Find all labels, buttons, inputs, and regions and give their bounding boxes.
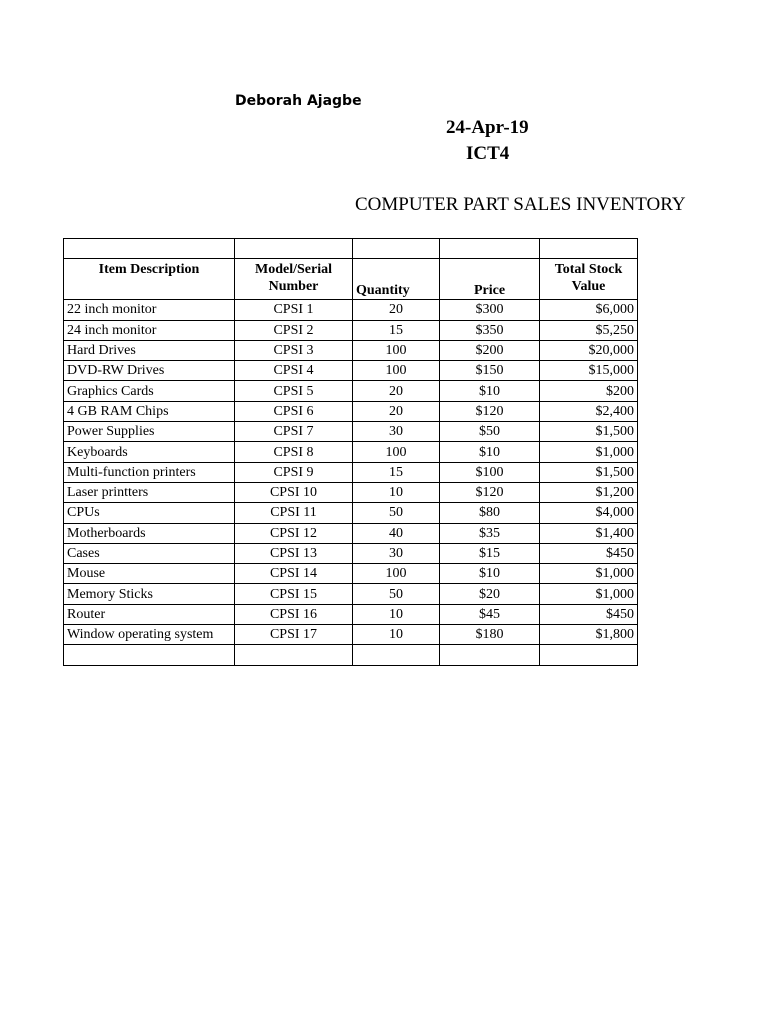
cell-price[interactable]: $50	[440, 422, 540, 442]
cell-item-description[interactable]: Mouse	[64, 564, 235, 584]
cell-total-stock-value[interactable]: $200	[540, 381, 638, 401]
cell-quantity[interactable]: 100	[353, 361, 440, 381]
cell-quantity[interactable]: 15	[353, 320, 440, 340]
empty-cell[interactable]	[64, 645, 235, 665]
cell-model-serial[interactable]: CPSI 15	[235, 584, 353, 604]
cell-item-description[interactable]: Router	[64, 604, 235, 624]
cell-price[interactable]: $80	[440, 503, 540, 523]
cell-price[interactable]: $35	[440, 523, 540, 543]
sheet-title-container	[355, 194, 686, 220]
table-row	[64, 625, 638, 645]
inventory-table	[63, 238, 638, 666]
cell-item-description[interactable]: 24 inch monitor	[64, 320, 235, 340]
cell-model-serial[interactable]: CPSI 4	[235, 361, 353, 381]
cell-model-serial[interactable]: CPSI 2	[235, 320, 353, 340]
cell-item-description[interactable]: Motherboards	[64, 523, 235, 543]
cell-model-serial[interactable]: CPSI 16	[235, 604, 353, 624]
cell-item-description[interactable]: Multi-function printers	[64, 462, 235, 482]
table-row	[64, 584, 638, 604]
cell-item-description[interactable]: CPUs	[64, 503, 235, 523]
empty-row-bottom	[64, 645, 638, 665]
cell-model-serial[interactable]: CPSI 3	[235, 340, 353, 360]
cell-item-description[interactable]: Cases	[64, 543, 235, 563]
cell-model-serial[interactable]: CPSI 9	[235, 462, 353, 482]
cell-total-stock-value[interactable]: $1,000	[540, 584, 638, 604]
cell-item-description[interactable]: DVD-RW Drives	[64, 361, 235, 381]
table-row	[64, 604, 638, 624]
cell-price[interactable]: $180	[440, 625, 540, 645]
table-row	[64, 482, 638, 502]
cell-model-serial[interactable]: CPSI 14	[235, 564, 353, 584]
cell-price[interactable]: $20	[440, 584, 540, 604]
table-header-row	[64, 259, 638, 300]
cell-price[interactable]: $10	[440, 381, 540, 401]
cell-quantity[interactable]: 20	[353, 381, 440, 401]
table-row	[64, 300, 638, 320]
cell-quantity[interactable]: 15	[353, 462, 440, 482]
cell-total-stock-value[interactable]: $1,500	[540, 462, 638, 482]
cell-model-serial[interactable]: CPSI 8	[235, 442, 353, 462]
empty-cell[interactable]	[235, 239, 353, 259]
cell-total-stock-value[interactable]: $1,200	[540, 482, 638, 502]
table-row	[64, 543, 638, 563]
inventory-table-body	[64, 239, 638, 666]
empty-cell[interactable]	[440, 645, 540, 665]
cell-quantity[interactable]: 30	[353, 543, 440, 563]
cell-item-description[interactable]: 4 GB RAM Chips	[64, 401, 235, 421]
cell-price[interactable]: $10	[440, 564, 540, 584]
cell-item-description[interactable]: Power Supplies	[64, 422, 235, 442]
empty-cell[interactable]	[235, 645, 353, 665]
cell-item-description[interactable]: Laser printters	[64, 482, 235, 502]
cell-total-stock-value[interactable]: $2,400	[540, 401, 638, 421]
table-row	[64, 361, 638, 381]
table-row	[64, 422, 638, 442]
cell-quantity[interactable]: 10	[353, 604, 440, 624]
report-date: 24-Apr-19	[446, 117, 529, 138]
cell-item-description[interactable]: Graphics Cards	[64, 381, 235, 401]
cell-price[interactable]: $45	[440, 604, 540, 624]
cell-model-serial[interactable]: CPSI 7	[235, 422, 353, 442]
cell-quantity[interactable]: 50	[353, 584, 440, 604]
author-name: Deborah Ajagbe	[235, 93, 362, 109]
cell-quantity[interactable]: 100	[353, 340, 440, 360]
empty-cell[interactable]	[540, 239, 638, 259]
cell-total-stock-value[interactable]: $1,500	[540, 422, 638, 442]
cell-item-description[interactable]: Window operating system	[64, 625, 235, 645]
table-row	[64, 340, 638, 360]
cell-quantity[interactable]: 30	[353, 422, 440, 442]
course-code: ICT4	[466, 143, 510, 164]
cell-quantity[interactable]: 10	[353, 482, 440, 502]
cell-total-stock-value[interactable]: $1,000	[540, 564, 638, 584]
cell-quantity[interactable]: 20	[353, 300, 440, 320]
cell-price[interactable]: $150	[440, 361, 540, 381]
empty-cell[interactable]	[440, 239, 540, 259]
table-row	[64, 523, 638, 543]
header-total-stock-value[interactable]: Total Stock Value	[540, 259, 638, 300]
sheet-title: COMPUTER PART SALES INVENTORY	[355, 194, 686, 215]
cell-quantity[interactable]: 20	[353, 401, 440, 421]
cell-price[interactable]: $200	[440, 340, 540, 360]
table-row	[64, 320, 638, 340]
cell-model-serial[interactable]: CPSI 17	[235, 625, 353, 645]
header-quantity[interactable]: Quantity	[353, 259, 440, 300]
cell-total-stock-value[interactable]: $20,000	[540, 340, 638, 360]
empty-cell[interactable]	[540, 645, 638, 665]
header-price[interactable]: Price	[440, 259, 540, 300]
empty-cell[interactable]	[353, 645, 440, 665]
cell-model-serial[interactable]: CPSI 1	[235, 300, 353, 320]
empty-row-top	[64, 239, 638, 259]
cell-model-serial[interactable]: CPSI 6	[235, 401, 353, 421]
cell-price[interactable]: $100	[440, 462, 540, 482]
cell-total-stock-value[interactable]: $15,000	[540, 361, 638, 381]
table-row	[64, 564, 638, 584]
table-row	[64, 503, 638, 523]
cell-price[interactable]: $120	[440, 482, 540, 502]
cell-total-stock-value[interactable]: $6,000	[540, 300, 638, 320]
cell-item-description[interactable]: Memory Sticks	[64, 584, 235, 604]
table-row	[64, 401, 638, 421]
table-row	[64, 381, 638, 401]
cell-total-stock-value[interactable]: $4,000	[540, 503, 638, 523]
cell-price[interactable]: $120	[440, 401, 540, 421]
cell-total-stock-value[interactable]: $1,800	[540, 625, 638, 645]
cell-model-serial[interactable]: CPSI 10	[235, 482, 353, 502]
cell-model-serial[interactable]: CPSI 12	[235, 523, 353, 543]
cell-price[interactable]: $350	[440, 320, 540, 340]
cell-quantity[interactable]: 100	[353, 442, 440, 462]
table-row	[64, 442, 638, 462]
cell-total-stock-value[interactable]: $1,000	[540, 442, 638, 462]
cell-price[interactable]: $10	[440, 442, 540, 462]
table-row	[64, 462, 638, 482]
cell-quantity[interactable]: 40	[353, 523, 440, 543]
header-item-description[interactable]: Item Description	[64, 259, 235, 300]
cell-model-serial[interactable]: CPSI 13	[235, 543, 353, 563]
cell-quantity[interactable]: 10	[353, 625, 440, 645]
cell-model-serial[interactable]: CPSI 5	[235, 381, 353, 401]
cell-model-serial[interactable]: CPSI 11	[235, 503, 353, 523]
empty-cell[interactable]	[353, 239, 440, 259]
cell-price[interactable]: $15	[440, 543, 540, 563]
empty-cell[interactable]	[64, 239, 235, 259]
cell-item-description[interactable]: 22 inch monitor	[64, 300, 235, 320]
header-model-serial[interactable]: Model/Serial Number	[235, 259, 353, 300]
cell-quantity[interactable]: 50	[353, 503, 440, 523]
cell-item-description[interactable]: Keyboards	[64, 442, 235, 462]
cell-quantity[interactable]: 100	[353, 564, 440, 584]
cell-price[interactable]: $300	[440, 300, 540, 320]
cell-item-description[interactable]: Hard Drives	[64, 340, 235, 360]
cell-total-stock-value[interactable]: $5,250	[540, 320, 638, 340]
cell-total-stock-value[interactable]: $450	[540, 543, 638, 563]
cell-total-stock-value[interactable]: $1,400	[540, 523, 638, 543]
cell-total-stock-value[interactable]: $450	[540, 604, 638, 624]
